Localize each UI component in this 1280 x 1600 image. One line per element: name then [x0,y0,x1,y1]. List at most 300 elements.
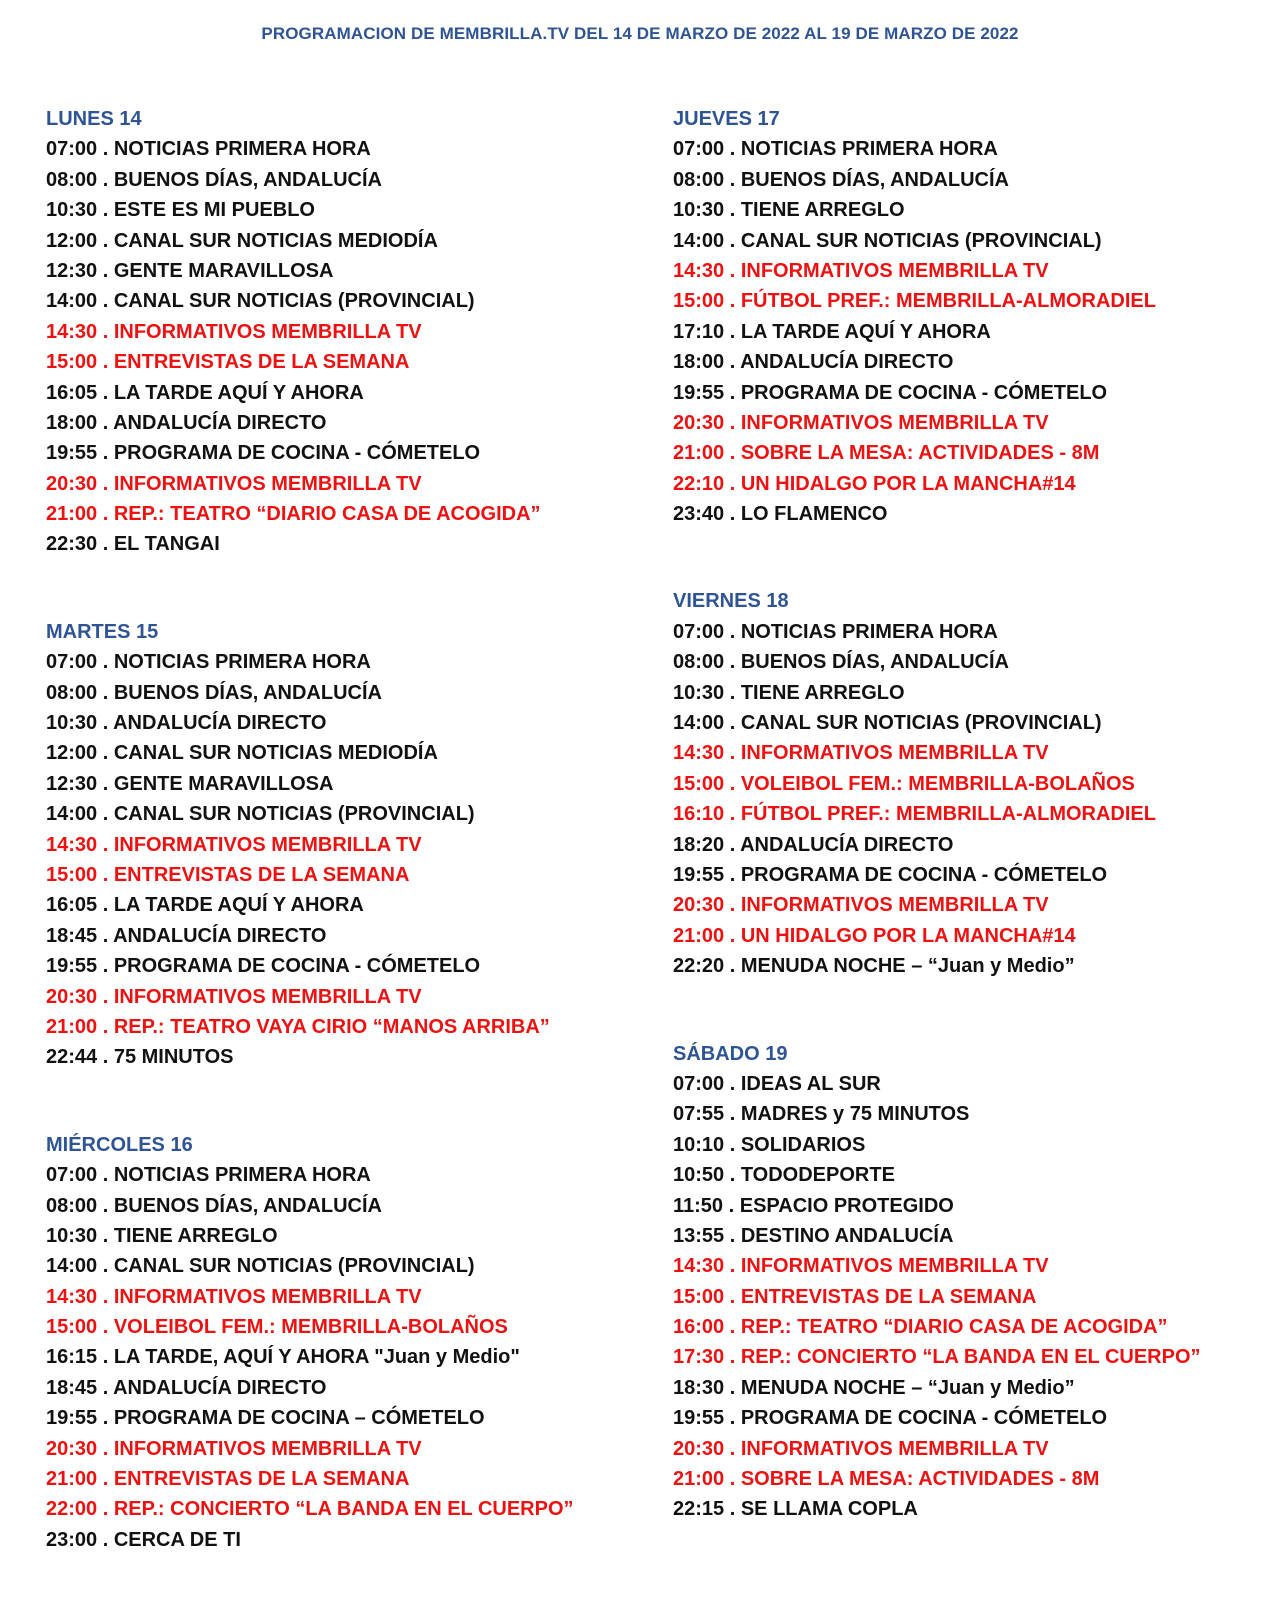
program-row [673,617,1263,647]
right-column [673,104,1263,1525]
program-row [673,1251,1263,1281]
time-separator: . [97,1346,114,1369]
time-separator: . [97,533,114,556]
program-row [46,830,636,860]
program-time: 19:55 [673,381,725,404]
program-row [673,1191,1263,1221]
time-separator: . [97,1015,114,1038]
program-title: ANDALUCÍA DIRECTO [113,411,327,434]
program-time: 12:30 [46,772,98,795]
program-time: 07:00 [46,651,98,674]
program-row [46,195,636,225]
day-heading: VIERNES 18 [673,590,789,613]
program-time: 08:00 [673,651,725,674]
time-separator: . [97,168,114,191]
program-row [46,378,636,408]
program-row [46,1403,636,1433]
program-time: 15:00 [673,1285,725,1308]
program-row [673,1434,1263,1464]
program-row [46,890,636,920]
program-title: SOLIDARIOS [740,1133,866,1156]
program-row [673,347,1263,377]
program-row [673,165,1263,195]
time-separator: . [97,1468,114,1491]
program-row [46,647,636,677]
time-separator: . [724,229,741,252]
program-title: CANAL SUR NOTICIAS (PROVINCIAL) [113,1255,475,1278]
program-title: LA TARDE AQUÍ Y AHORA [740,320,991,343]
program-row [673,134,1263,164]
time-separator: . [97,1407,114,1430]
time-separator: . [724,924,741,947]
program-title: CANAL SUR NOTICIAS (PROVINCIAL) [740,712,1102,735]
program-title: DESTINO ANDALUCÍA [740,1224,954,1247]
program-time: 08:00 [46,1194,98,1217]
time-separator: . [723,1194,740,1217]
program-title: BUENOS DÍAS, ANDALUCÍA [740,651,1009,674]
program-time: 16:00 [673,1316,725,1339]
time-separator: . [97,1376,114,1399]
time-separator: . [724,472,741,495]
program-row [46,529,636,559]
time-separator: . [97,320,114,343]
program-row [46,1251,636,1281]
time-separator: . [724,290,741,313]
program-row [46,438,636,468]
program-title: TIENE ARREGLO [740,681,905,704]
program-time: 10:50 [673,1164,725,1187]
program-time: 07:00 [673,1072,725,1095]
time-separator: . [97,1285,114,1308]
program-title: PROGRAMA DE COCINA - CÓMETELO [113,955,481,978]
program-time: 14:00 [46,1255,98,1278]
program-title: REP.: TEATRO “DIARIO CASA DE ACOGIDA” [740,1316,1168,1339]
program-title: SE LLAMA COPLA [740,1498,918,1521]
program-time: 22:30 [46,533,98,556]
time-separator: . [724,833,741,856]
program-title: CANAL SUR NOTICIAS (PROVINCIAL) [113,290,475,313]
program-row [673,499,1263,529]
program-row [673,647,1263,677]
program-row [673,1403,1263,1433]
time-separator: . [97,681,114,704]
program-row [46,769,636,799]
time-separator: . [724,1407,741,1430]
time-separator: . [97,955,114,978]
program-row [46,982,636,1012]
program-time: 21:00 [46,503,98,526]
time-separator: . [724,411,741,434]
program-time: 21:00 [46,1468,98,1491]
program-row [673,469,1263,499]
program-row [46,921,636,951]
program-title: ANDALUCÍA DIRECTO [740,351,954,374]
program-title: LA TARDE AQUÍ Y AHORA [113,381,364,404]
program-title: ANDALUCÍA DIRECTO [113,1376,327,1399]
program-row [673,799,1263,829]
program-time: 20:30 [46,472,98,495]
program-time: 14:30 [673,259,725,282]
program-title: INFORMATIVOS MEMBRILLA TV [740,894,1049,917]
program-title: MADRES y 75 MINUTOS [740,1103,970,1126]
time-separator: . [97,199,114,222]
program-time: 14:30 [673,742,725,765]
program-title: REP.: CONCIERTO “LA BANDA EN EL CUERPO” [113,1498,574,1521]
program-row [673,1130,1263,1160]
program-row [673,1282,1263,1312]
program-time: 22:10 [673,472,725,495]
program-row [673,1342,1263,1372]
program-title: CANAL SUR NOTICIAS (PROVINCIAL) [740,229,1102,252]
program-row [46,1494,636,1524]
time-separator: . [97,1194,114,1217]
program-row [46,469,636,499]
program-title: SOBRE LA MESA: ACTIVIDADES - 8M [740,1468,1100,1491]
program-time: 10:30 [46,1224,98,1247]
program-time: 11:50 [673,1194,724,1217]
program-title: LA TARDE AQUÍ Y AHORA [113,894,364,917]
program-row [46,134,636,164]
time-separator: . [97,712,114,735]
day-section-jueves-17 [673,104,1263,529]
program-time: 07:00 [46,138,98,161]
program-row [46,951,636,981]
time-separator: . [97,290,114,313]
program-title: GENTE MARAVILLOSA [113,772,334,795]
program-title: VOLEIBOL FEM.: MEMBRILLA-BOLAÑOS [740,772,1135,795]
program-title: MENUDA NOCHE – “Juan y Medio” [740,955,1075,978]
program-time: 14:30 [673,1255,725,1278]
program-time: 23:40 [673,503,725,526]
program-row [46,1312,636,1342]
time-separator: . [97,1316,114,1339]
program-time: 12:00 [46,742,98,765]
time-separator: . [724,1285,741,1308]
program-row [673,678,1263,708]
program-title: EL TANGAI [113,533,220,556]
program-time: 15:00 [673,290,725,313]
program-row [46,1342,636,1372]
program-time: 10:30 [46,199,98,222]
program-title: TIENE ARREGLO [740,199,905,222]
time-separator: . [724,168,741,191]
program-row [46,286,636,316]
program-time: 10:30 [673,681,725,704]
time-separator: . [724,620,741,643]
program-time: 21:00 [673,924,725,947]
program-row [673,1494,1263,1524]
program-row [673,378,1263,408]
time-separator: . [97,1046,114,1069]
program-title: INFORMATIVOS MEMBRILLA TV [113,833,422,856]
time-separator: . [724,955,741,978]
program-title: UN HIDALGO POR LA MANCHA#14 [740,924,1076,947]
time-separator: . [97,803,114,826]
program-time: 19:55 [673,863,725,886]
program-title: INFORMATIVOS MEMBRILLA TV [740,742,1049,765]
page-title: PROGRAMACION DE MEMBRILLA.TV DEL 14 DE MARZO DE 2022 AL 19 DE MARZO DE 2022 [261,24,1019,43]
program-time: 23:00 [46,1528,98,1551]
time-separator: . [97,651,114,674]
left-column [46,104,636,1555]
program-row [46,499,636,529]
program-time: 22:20 [673,955,725,978]
time-separator: . [97,742,114,765]
program-time: 20:30 [46,1437,98,1460]
time-separator: . [724,320,741,343]
program-time: 14:00 [673,712,725,735]
program-row [673,1160,1263,1190]
program-row [673,286,1263,316]
program-row [673,890,1263,920]
program-time: 14:00 [46,290,98,313]
program-row [673,1373,1263,1403]
program-title: NOTICIAS PRIMERA HORA [113,651,371,674]
program-time: 10:30 [46,712,98,735]
time-separator: . [724,1316,741,1339]
time-separator: . [724,681,741,704]
time-separator: . [97,1498,114,1521]
time-separator: . [724,863,741,886]
program-time: 12:30 [46,259,98,282]
time-separator: . [724,199,741,222]
time-separator: . [97,1528,114,1551]
time-separator: . [724,894,741,917]
program-title: MENUDA NOCHE – “Juan y Medio” [740,1376,1075,1399]
program-row [46,678,636,708]
time-separator: . [97,381,114,404]
program-time: 22:44 [46,1046,98,1069]
program-title: INFORMATIVOS MEMBRILLA TV [740,1255,1049,1278]
time-separator: . [97,442,114,465]
time-separator: . [97,772,114,795]
program-title: TODODEPORTE [740,1164,895,1187]
program-title: 75 MINUTOS [113,1046,234,1069]
program-time: 08:00 [673,168,725,191]
program-row [673,256,1263,286]
program-title: CANAL SUR NOTICIAS MEDIODÍA [113,742,438,765]
program-time: 18:45 [46,1376,98,1399]
program-time: 16:15 [46,1346,98,1369]
program-time: 20:30 [46,985,98,1008]
day-heading: MARTES 15 [46,620,159,643]
program-time: 16:10 [673,803,725,826]
program-time: 14:00 [46,803,98,826]
day-section-viernes-18 [673,586,1263,981]
time-separator: . [724,1103,741,1126]
time-separator: . [724,1224,741,1247]
program-time: 17:30 [673,1346,725,1369]
program-title: IDEAS AL SUR [740,1072,881,1095]
program-title: ESPACIO PROTEGIDO [739,1194,954,1217]
program-time: 22:00 [46,1498,98,1521]
time-separator: . [724,1346,741,1369]
program-title: PROGRAMA DE COCINA - CÓMETELO [740,381,1108,404]
program-row [46,347,636,377]
program-row [673,769,1263,799]
time-separator: . [97,1164,114,1187]
program-row [673,1312,1263,1342]
program-time: 17:10 [673,320,725,343]
program-title: BUENOS DÍAS, ANDALUCÍA [740,168,1009,191]
program-time: 15:00 [46,1316,98,1339]
program-time: 13:55 [673,1224,725,1247]
time-separator: . [97,503,114,526]
program-title: INFORMATIVOS MEMBRILLA TV [740,411,1049,434]
program-row [46,1191,636,1221]
time-separator: . [724,381,741,404]
program-title: LA TARDE, AQUÍ Y AHORA "Juan y Medio" [113,1346,520,1369]
time-separator: . [724,712,741,735]
program-row [673,830,1263,860]
time-separator: . [97,411,114,434]
time-separator: . [724,138,741,161]
program-title: PROGRAMA DE COCINA - CÓMETELO [740,1407,1108,1430]
time-separator: . [724,1133,741,1156]
program-time: 12:00 [46,229,98,252]
time-separator: . [97,138,114,161]
program-row [673,951,1263,981]
program-row [673,438,1263,468]
time-separator: . [97,1224,114,1247]
program-title: ESTE ES MI PUEBLO [113,199,315,222]
time-separator: . [97,985,114,1008]
program-title: ANDALUCÍA DIRECTO [740,833,954,856]
program-title: ENTREVISTAS DE LA SEMANA [113,351,410,374]
program-title: INFORMATIVOS MEMBRILLA TV [113,985,422,1008]
time-separator: . [97,924,114,947]
program-title: PROGRAMA DE COCINA - CÓMETELO [740,863,1108,886]
program-row [673,1069,1263,1099]
time-separator: . [97,259,114,282]
time-separator: . [97,229,114,252]
program-title: GENTE MARAVILLOSA [113,259,334,282]
program-row [673,738,1263,768]
program-row [46,1042,636,1072]
program-title: CANAL SUR NOTICIAS MEDIODÍA [113,229,438,252]
program-row [673,317,1263,347]
time-separator: . [724,651,741,674]
program-title: PROGRAMA DE COCINA - CÓMETELO [113,442,481,465]
program-title: FÚTBOL PREF.: MEMBRILLA-ALMORADIEL [740,290,1156,313]
day-section-sabado-19 [673,1039,1263,1525]
time-separator: . [97,472,114,495]
program-time: 18:30 [673,1376,725,1399]
program-title: INFORMATIVOS MEMBRILLA TV [740,1437,1049,1460]
time-separator: . [724,1437,741,1460]
program-title: NOTICIAS PRIMERA HORA [113,1164,371,1187]
time-separator: . [724,1376,741,1399]
program-time: 19:55 [46,442,98,465]
time-separator: . [724,1164,741,1187]
program-row [46,799,636,829]
program-time: 07:55 [673,1103,725,1126]
program-time: 08:00 [46,681,98,704]
program-title: ENTREVISTAS DE LA SEMANA [113,1468,410,1491]
program-row [673,1464,1263,1494]
program-row [46,1373,636,1403]
program-title: ENTREVISTAS DE LA SEMANA [740,1285,1037,1308]
program-row [46,1464,636,1494]
day-section-miercoles-16 [46,1130,636,1555]
time-separator: . [97,351,114,374]
program-time: 21:00 [673,442,725,465]
program-row [46,226,636,256]
program-title: INFORMATIVOS MEMBRILLA TV [113,320,422,343]
program-row [46,1525,636,1555]
program-time: 10:10 [673,1133,725,1156]
program-title: NOTICIAS PRIMERA HORA [740,138,998,161]
program-time: 07:00 [673,620,725,643]
program-row [673,195,1263,225]
time-separator: . [724,803,741,826]
time-separator: . [724,503,741,526]
time-separator: . [724,1255,741,1278]
program-title: NOTICIAS PRIMERA HORA [740,620,998,643]
day-heading: JUEVES 17 [673,108,780,130]
program-time: 15:00 [46,863,98,886]
program-row [46,738,636,768]
program-row [673,921,1263,951]
program-title: ANDALUCÍA DIRECTO [113,924,327,947]
program-row [673,1099,1263,1129]
time-separator: . [724,1072,741,1095]
program-title: CANAL SUR NOTICIAS (PROVINCIAL) [113,803,475,826]
program-time: 19:55 [673,1407,725,1430]
program-title: TIENE ARREGLO [113,1224,278,1247]
program-time: 18:20 [673,833,725,856]
day-heading: LUNES 14 [46,108,142,130]
time-separator: . [724,259,741,282]
program-time: 08:00 [46,168,98,191]
program-title: REP.: CONCIERTO “LA BANDA EN EL CUERPO” [740,1346,1201,1369]
program-time: 07:00 [46,1164,98,1187]
program-title: NOTICIAS PRIMERA HORA [113,138,371,161]
time-separator: . [724,351,741,374]
program-title: REP.: TEATRO VAYA CIRIO “MANOS ARRIBA” [113,1015,550,1038]
program-title: INFORMATIVOS MEMBRILLA TV [113,1285,422,1308]
program-title: REP.: TEATRO “DIARIO CASA DE ACOGIDA” [113,503,541,526]
time-separator: . [724,772,741,795]
program-time: 18:45 [46,924,98,947]
program-title: INFORMATIVOS MEMBRILLA TV [113,472,422,495]
program-row [46,317,636,347]
program-time: 14:00 [673,229,725,252]
program-row [46,1160,636,1190]
program-time: 15:00 [46,351,98,374]
program-row [673,708,1263,738]
program-time: 16:05 [46,894,98,917]
program-time: 19:55 [46,1407,98,1430]
program-time: 18:00 [673,351,725,374]
program-row [46,708,636,738]
program-time: 20:30 [673,411,725,434]
day-heading: MIÉRCOLES 16 [46,1133,193,1156]
time-separator: . [724,1498,741,1521]
time-separator: . [97,863,114,886]
program-row [673,860,1263,890]
program-title: ENTREVISTAS DE LA SEMANA [113,863,410,886]
time-separator: . [97,894,114,917]
time-separator: . [97,1437,114,1460]
program-title: VOLEIBOL FEM.: MEMBRILLA-BOLAÑOS [113,1316,508,1339]
time-separator: . [97,1255,114,1278]
program-row [46,408,636,438]
program-row [46,860,636,890]
program-title: LO FLAMENCO [740,503,888,526]
day-section-martes-15 [46,617,636,1073]
program-time: 21:00 [673,1468,725,1491]
